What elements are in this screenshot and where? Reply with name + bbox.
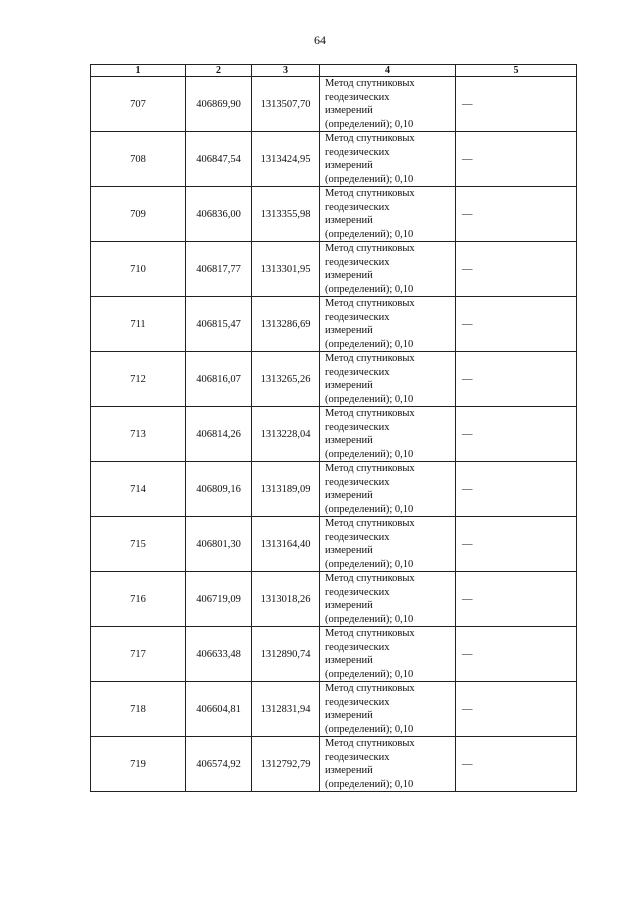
coordinate-y-cell: 1313507,70 bbox=[252, 77, 320, 132]
method-text-line2: геодезических bbox=[325, 146, 390, 158]
table-header-row bbox=[91, 65, 577, 77]
method-text-line1: Метод спутниковых bbox=[325, 573, 415, 584]
method-cell bbox=[320, 242, 456, 297]
method-text-line3: измерений bbox=[325, 215, 373, 226]
table-row bbox=[91, 77, 577, 132]
method-text-line4: (определений); 0,10 bbox=[325, 668, 414, 680]
method-text-line3: измерений bbox=[325, 270, 373, 281]
method-text-line1: Метод спутниковых bbox=[325, 738, 415, 749]
method-text-line3: измерений bbox=[325, 160, 373, 171]
point-number-cell: 709 bbox=[91, 187, 186, 242]
table-row bbox=[91, 187, 577, 242]
method-text-line1: Метод спутниковых bbox=[325, 353, 415, 364]
method-text-line1: Метод спутниковых bbox=[325, 243, 415, 254]
method-text-line2: геодезических bbox=[325, 91, 390, 103]
method-text-line4: (определений); 0,10 bbox=[325, 338, 414, 350]
method-text-line3: измерений bbox=[325, 655, 373, 666]
method-cell bbox=[320, 627, 456, 682]
point-number-cell: 711 bbox=[91, 297, 186, 352]
dash-value: — bbox=[462, 263, 473, 275]
column-5-cell bbox=[456, 297, 577, 352]
method-text-line1: Метод спутниковых bbox=[325, 78, 415, 89]
column-5-cell bbox=[456, 572, 577, 627]
table-row bbox=[91, 737, 577, 792]
coordinate-y-cell: 1313355,98 bbox=[252, 187, 320, 242]
table-row bbox=[91, 297, 577, 352]
method-text-line3: измерений bbox=[325, 325, 373, 336]
point-number-cell: 719 bbox=[91, 737, 186, 792]
coordinate-y-cell: 1313424,95 bbox=[252, 132, 320, 187]
dash-value: — bbox=[462, 318, 473, 330]
coordinate-y-cell: 1313301,95 bbox=[252, 242, 320, 297]
coordinate-y-cell: 1312792,79 bbox=[252, 737, 320, 792]
point-number-cell: 708 bbox=[91, 132, 186, 187]
method-text-line4: (определений); 0,10 bbox=[325, 118, 414, 130]
method-text-line1: Метод спутниковых bbox=[325, 683, 415, 694]
column-5-cell bbox=[456, 627, 577, 682]
table-row bbox=[91, 352, 577, 407]
point-number-cell: 707 bbox=[91, 77, 186, 132]
table-row bbox=[91, 572, 577, 627]
table-row bbox=[91, 242, 577, 297]
coordinate-x-cell: 406869,90 bbox=[186, 77, 252, 132]
column-header-1: 1 bbox=[91, 65, 186, 77]
method-cell bbox=[320, 572, 456, 627]
dash-value: — bbox=[462, 483, 473, 495]
coordinate-y-cell: 1313228,04 bbox=[252, 407, 320, 462]
table-row bbox=[91, 682, 577, 737]
coordinate-x-cell: 406816,07 bbox=[186, 352, 252, 407]
method-text-line2: геодезических bbox=[325, 256, 390, 268]
coordinate-y-cell: 1313018,26 bbox=[252, 572, 320, 627]
method-text-line2: геодезических bbox=[325, 201, 390, 213]
coordinate-x-cell: 406801,30 bbox=[186, 517, 252, 572]
point-number-cell: 716 bbox=[91, 572, 186, 627]
method-cell bbox=[320, 187, 456, 242]
method-text-line3: измерений bbox=[325, 545, 373, 556]
coordinate-y-cell: 1312831,94 bbox=[252, 682, 320, 737]
method-cell bbox=[320, 132, 456, 187]
method-text-line1: Метод спутниковых bbox=[325, 133, 415, 144]
method-text-line2: геодезических bbox=[325, 751, 390, 763]
point-number-cell: 714 bbox=[91, 462, 186, 517]
coordinate-y-cell: 1313164,40 bbox=[252, 517, 320, 572]
dash-value: — bbox=[462, 153, 473, 165]
method-text-line4: (определений); 0,10 bbox=[325, 778, 414, 790]
method-text-line4: (определений); 0,10 bbox=[325, 228, 414, 240]
column-5-cell bbox=[456, 352, 577, 407]
coordinate-x-cell: 406814,26 bbox=[186, 407, 252, 462]
method-cell bbox=[320, 407, 456, 462]
table-body bbox=[91, 77, 577, 792]
column-5-cell bbox=[456, 682, 577, 737]
table-row bbox=[91, 407, 577, 462]
method-cell bbox=[320, 462, 456, 517]
point-number-cell: 718 bbox=[91, 682, 186, 737]
point-number-cell: 715 bbox=[91, 517, 186, 572]
dash-value: — bbox=[462, 593, 473, 605]
method-text-line4: (определений); 0,10 bbox=[325, 613, 414, 625]
coordinate-x-cell: 406836,00 bbox=[186, 187, 252, 242]
method-text-line4: (определений); 0,10 bbox=[325, 173, 414, 185]
method-text-line3: измерений bbox=[325, 435, 373, 446]
method-text-line4: (определений); 0,10 bbox=[325, 558, 414, 570]
method-text-line1: Метод спутниковых bbox=[325, 408, 415, 419]
point-number-cell: 712 bbox=[91, 352, 186, 407]
method-text-line3: измерений bbox=[325, 490, 373, 501]
coordinate-x-cell: 406633,48 bbox=[186, 627, 252, 682]
column-header-4: 4 bbox=[320, 65, 456, 77]
page-number: 64 bbox=[314, 33, 326, 47]
coordinates-table bbox=[90, 64, 577, 792]
method-text-line4: (определений); 0,10 bbox=[325, 723, 414, 735]
column-5-cell bbox=[456, 242, 577, 297]
dash-value: — bbox=[462, 703, 473, 715]
column-5-cell bbox=[456, 187, 577, 242]
method-text-line4: (определений); 0,10 bbox=[325, 448, 414, 460]
coordinate-x-cell: 406574,92 bbox=[186, 737, 252, 792]
column-header-3: 3 bbox=[252, 65, 320, 77]
method-text-line3: измерений bbox=[325, 710, 373, 721]
method-text-line2: геодезических bbox=[325, 641, 390, 653]
method-text-line1: Метод спутниковых bbox=[325, 188, 415, 199]
method-text-line4: (определений); 0,10 bbox=[325, 503, 414, 515]
method-text-line1: Метод спутниковых bbox=[325, 518, 415, 529]
method-cell bbox=[320, 737, 456, 792]
dash-value: — bbox=[462, 758, 473, 770]
method-text-line1: Метод спутниковых bbox=[325, 628, 415, 639]
coordinate-x-cell: 406809,16 bbox=[186, 462, 252, 517]
method-text-line1: Метод спутниковых bbox=[325, 298, 415, 309]
method-text-line2: геодезических bbox=[325, 366, 390, 378]
method-cell bbox=[320, 517, 456, 572]
method-text-line3: измерений bbox=[325, 600, 373, 611]
table-row bbox=[91, 462, 577, 517]
method-text-line4: (определений); 0,10 bbox=[325, 393, 414, 405]
coordinate-y-cell: 1313265,26 bbox=[252, 352, 320, 407]
table-row bbox=[91, 517, 577, 572]
method-cell bbox=[320, 682, 456, 737]
coordinate-y-cell: 1313286,69 bbox=[252, 297, 320, 352]
method-text-line3: измерений bbox=[325, 765, 373, 776]
method-text-line2: геодезических bbox=[325, 696, 390, 708]
column-5-cell bbox=[456, 77, 577, 132]
method-text-line4: (определений); 0,10 bbox=[325, 283, 414, 295]
method-text-line3: измерений bbox=[325, 105, 373, 116]
method-text-line2: геодезических bbox=[325, 531, 390, 543]
coordinate-x-cell: 406719,09 bbox=[186, 572, 252, 627]
point-number-cell: 713 bbox=[91, 407, 186, 462]
coordinate-x-cell: 406815,47 bbox=[186, 297, 252, 352]
coordinate-x-cell: 406604,81 bbox=[186, 682, 252, 737]
method-text-line3: измерений bbox=[325, 380, 373, 391]
dash-value: — bbox=[462, 428, 473, 440]
dash-value: — bbox=[462, 538, 473, 550]
table-row bbox=[91, 627, 577, 682]
column-5-cell bbox=[456, 462, 577, 517]
method-text-line2: геодезических bbox=[325, 311, 390, 323]
coordinate-x-cell: 406817,77 bbox=[186, 242, 252, 297]
column-5-cell bbox=[456, 737, 577, 792]
table-row bbox=[91, 132, 577, 187]
method-text-line2: геодезических bbox=[325, 586, 390, 598]
point-number-cell: 717 bbox=[91, 627, 186, 682]
method-text-line2: геодезических bbox=[325, 421, 390, 433]
dash-value: — bbox=[462, 648, 473, 660]
method-cell bbox=[320, 77, 456, 132]
coordinate-x-cell: 406847,54 bbox=[186, 132, 252, 187]
dash-value: — bbox=[462, 373, 473, 385]
column-header-2: 2 bbox=[186, 65, 252, 77]
column-header-5: 5 bbox=[456, 65, 577, 77]
coordinate-y-cell: 1312890,74 bbox=[252, 627, 320, 682]
method-text-line2: геодезических bbox=[325, 476, 390, 488]
column-5-cell bbox=[456, 132, 577, 187]
column-5-cell bbox=[456, 407, 577, 462]
point-number-cell: 710 bbox=[91, 242, 186, 297]
column-5-cell bbox=[456, 517, 577, 572]
method-text-line1: Метод спутниковых bbox=[325, 463, 415, 474]
dash-value: — bbox=[462, 208, 473, 220]
dash-value: — bbox=[462, 98, 473, 110]
coordinate-y-cell: 1313189,09 bbox=[252, 462, 320, 517]
method-cell bbox=[320, 352, 456, 407]
method-cell bbox=[320, 297, 456, 352]
